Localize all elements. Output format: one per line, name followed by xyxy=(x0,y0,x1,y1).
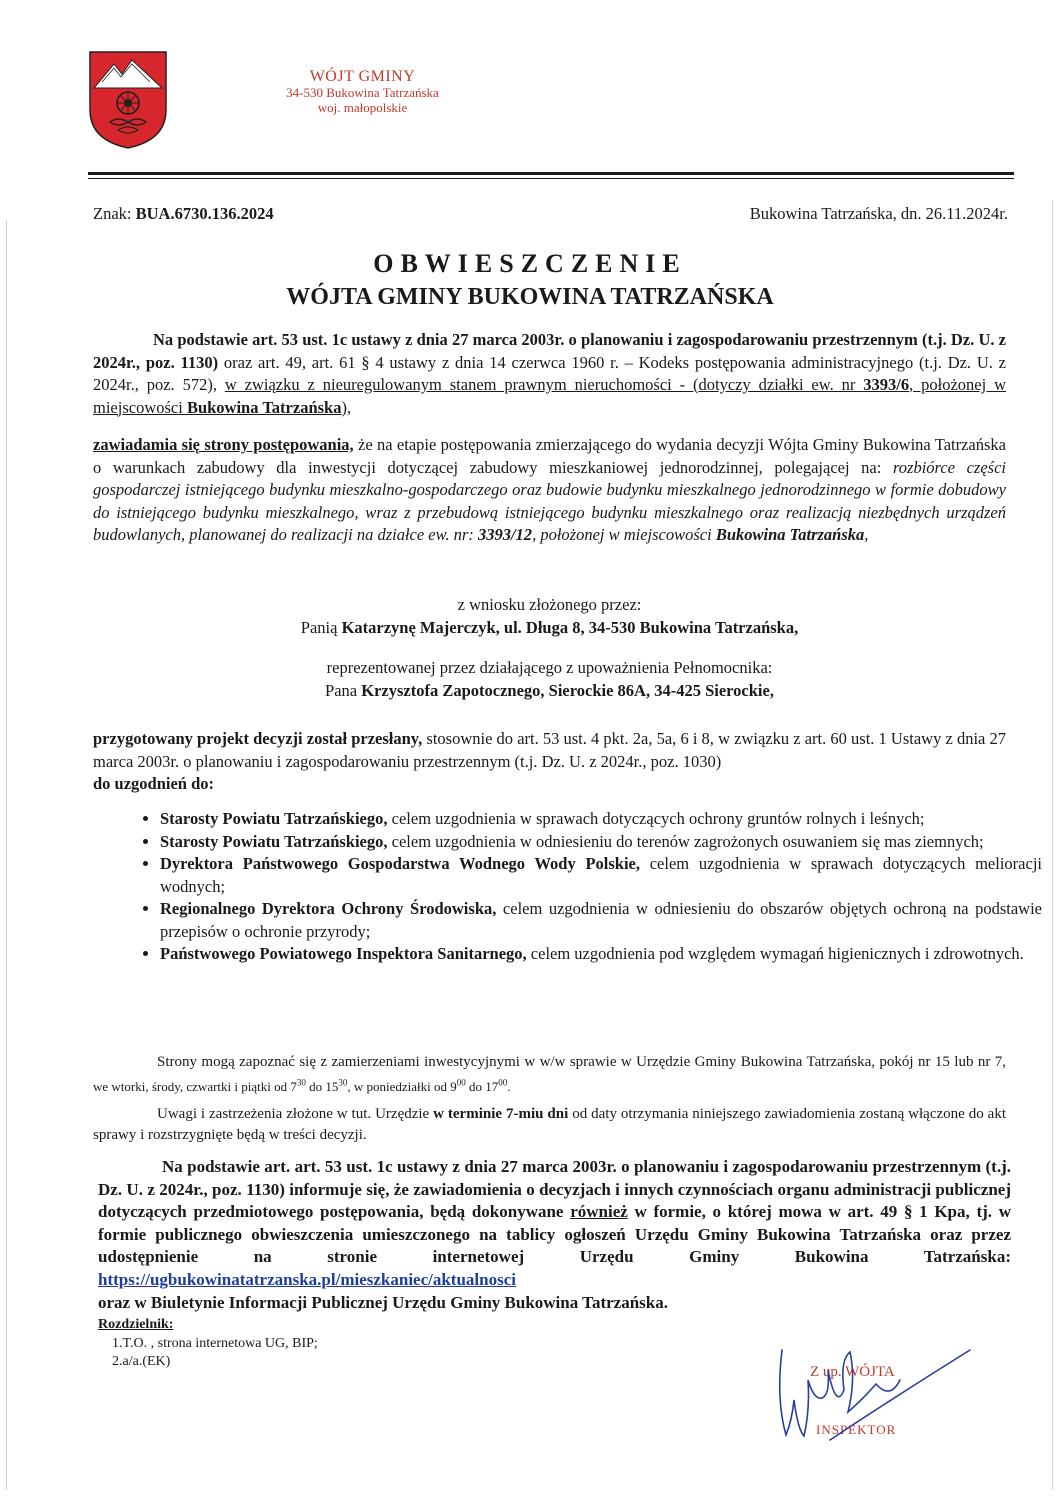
hours-sup-3: 00 xyxy=(456,1077,466,1088)
office-stamp xyxy=(255,68,470,116)
coat-of-arms-icon xyxy=(88,50,168,150)
remarks-text-1: Uwagi i zastrzeżenia złożone w tut. Urzędzie xyxy=(157,1106,434,1122)
applicant-block xyxy=(93,594,1006,639)
paragraph-public-notice xyxy=(98,1156,1011,1314)
document-title: OBWIESZCZENIE xyxy=(373,249,687,278)
representative-block xyxy=(93,657,1006,702)
authority-purpose: celem uzgodnienia w sprawach dotyczących melioracji wodnych; xyxy=(160,854,1042,896)
list-item xyxy=(160,898,1042,943)
investment-end: , xyxy=(864,525,869,544)
header-divider xyxy=(88,172,1014,175)
paragraph-notification xyxy=(93,434,1006,547)
representative-line xyxy=(93,680,1006,703)
header-divider-thin xyxy=(88,178,1014,179)
paragraph-legal-basis xyxy=(93,329,1006,419)
signature-stamp-line-2: INSPEKTOR xyxy=(816,1422,897,1437)
website-link[interactable]: https://ugbukowinatatrzanska.pl/mieszkaniec/aktualnosci xyxy=(98,1269,516,1289)
applicant-prefix: Panią xyxy=(300,617,342,637)
project-sent-bold: przygotowany projekt decyzji został przesłany, xyxy=(93,729,423,748)
paragraph-remarks xyxy=(93,1104,1006,1145)
hours-sup-2: 30 xyxy=(338,1077,348,1088)
hours-text-1: we wtorki, środy, czwartki i piątki od 7 xyxy=(93,1078,297,1094)
notification-text: że na etapie postępowania zmierzającego do wydania decyzji Wójta Gminy Bukowina Tatrzańska o warunkach zabudowy dla inwestycji dotyczącej zabudowy mieszkaniowej jednorodzinnej, polegającej na: xyxy=(93,435,1006,477)
locality-name: Bukowina Tatrzańska xyxy=(186,397,342,417)
list-item xyxy=(160,808,1042,831)
authority-purpose: celem uzgodnienia w sprawach dotyczących ochrony gruntów rolnych i leśnych; xyxy=(387,809,925,828)
underlined-text-1: w związku z nieuregulowanym stanem prawnym nieruchomości - (dotyczy działki ew. nr xyxy=(224,375,864,394)
legal-basis-bold: Na podstawie art. 53 ust. 1c ustawy z dnia 27 marca 2003r. o planowaniu i zagospodarowaniu przestrzennym (t.j. Dz. U. z 2024r., poz. 1130) xyxy=(93,330,1006,372)
remarks-deadline: w terminie 7-miu dni xyxy=(433,1106,569,1122)
paragraph-office-hours xyxy=(93,1052,1006,1097)
hours-text-3: , w poniedziałki od 9 xyxy=(347,1078,457,1094)
authority-purpose: celem uzgodnienia w odniesieniu do terenów zagrożonych osuwaniem się mas ziemnych; xyxy=(387,831,984,851)
public-notice-emphasis: również xyxy=(570,1202,628,1222)
authority-name: Starosty Powiatu Tatrzańskiego, xyxy=(160,831,388,851)
stamp-line-2: 34-530 Bukowina Tatrzańska xyxy=(286,85,439,101)
public-notice-text-2: w formie, o której mowa w art. 49 § 1 Kpa, tj. w formie publicznego obwieszczenia umieszczonego na tablicy ogłoszeń Urzędu Gminy Bukowina Tatrzańska oraz przez udostępnienie na stronie internetowej Urzędu Gminy Bukowina Tatrzańska: xyxy=(98,1202,1012,1267)
distribution-item: 1.T.O. , strona internetowa UG, BIP; xyxy=(112,1335,318,1351)
authority-purpose: celem uzgodnienia w odniesieniu do obszarów objętych ochroną na podstawie przepisów o ochronie przyrody; xyxy=(160,899,1042,941)
reference-label: Znak: xyxy=(93,204,132,223)
authority-name: Regionalnego Dyrektora Ochrony Środowiska, xyxy=(160,899,497,918)
investment-location-text: , położonej w miejscowości xyxy=(532,525,716,544)
signature-stamp xyxy=(770,1340,1000,1465)
hours-text-5: . xyxy=(507,1078,511,1094)
agreement-list xyxy=(128,808,1042,966)
public-notice-text-1: Na podstawie art. art. 53 ust. 1c ustawy z dnia 27 marca 2003r. o planowaniu i zagospodarowaniu przestrzennym (t.j. Dz. U. z 2024r., poz. 1130) informuje się, że zawiadomienia o decyzjach i innych czynnościach organu administracji publicznej dotyczących przedmiotowego postępowania, będą dokonywane xyxy=(98,1157,1011,1222)
applicant-name: Katarzynę Majerczyk, ul. Długa 8, 34-530 Bukowina Tatrzańska, xyxy=(341,617,799,637)
hours-sup-1: 30 xyxy=(296,1077,306,1088)
parcel-number: 3393/6 xyxy=(863,375,910,394)
list-item xyxy=(160,831,1042,854)
stamp-line-3: woj. małopolskie xyxy=(317,100,408,116)
list-item xyxy=(160,943,1042,966)
hours-sup-4: 00 xyxy=(498,1077,508,1088)
authority-purpose: celem uzgodnienia pod względem wymagań higienicznych i zdrowotnych. xyxy=(526,944,1024,963)
authority-name: Państwowego Powiatowego Inspektora Sanitarnego, xyxy=(160,944,527,963)
scan-edge-right xyxy=(1052,200,1053,1490)
office-text: Strony mogą zapoznać się z zamierzeniami inwestycyjnymi w w/w sprawie w Urzędzie Gminy Bukowina Tatrzańska, pokój nr 15 lub nr 7, xyxy=(157,1054,1006,1070)
authority-name: Starosty Powiatu Tatrzańskiego, xyxy=(160,809,388,828)
applicant-line xyxy=(93,617,1006,640)
project-sent-text: stosownie do art. 53 ust. 4 pkt. 2a, 5a, 6 i 8, w związku z art. 60 ust. 1 Ustawy z dnia 27 marca 2003r. o planowaniu i zagospodarowaniu przestrzennym (t.j. Dz. U. z 2024r., poz. 1030) xyxy=(93,729,1006,771)
document-date: Bukowina Tatrzańska, dn. 26.11.2024r. xyxy=(749,204,1008,223)
agreements-lead: do uzgodnień do: xyxy=(93,774,215,793)
applicant-intro: z wniosku złożonego przez: xyxy=(457,595,642,614)
notification-lead: zawiadamia się strony postępowania, xyxy=(93,435,354,454)
scan-edge-left xyxy=(6,220,7,1490)
list-item xyxy=(160,853,1042,898)
representative-intro: reprezentowanej przez działającego z upoważnienia Pełnomocnika: xyxy=(326,658,773,677)
public-notice-text-3: oraz w Biuletynie Informacji Publicznej Urzędu Gminy Bukowina Tatrzańska. xyxy=(98,1292,668,1312)
distribution-list xyxy=(98,1316,318,1372)
stamp-line-1: WÓJT GMINY xyxy=(309,68,416,85)
signature-stamp-line-1: Z up. WÓJTA xyxy=(810,1364,895,1380)
parcel-number-2: 3393/12 xyxy=(477,525,533,544)
hours-text-4: do 17 xyxy=(465,1078,499,1094)
underlined-text-2: , położonej w miejscowości xyxy=(93,375,1007,417)
underlined-text-3: ), xyxy=(341,397,352,417)
paragraph-project-sent xyxy=(93,728,1006,796)
distribution-heading: Rozdzielnik: xyxy=(98,1317,174,1332)
document-subtitle: WÓJTA GMINY BUKOWINA TATRZAŃSKA xyxy=(286,284,774,310)
representative-prefix: Pana xyxy=(325,680,362,700)
locality-name-2: Bukowina Tatrzańska xyxy=(715,525,865,544)
hours-text-2: do 15 xyxy=(305,1078,339,1094)
legal-basis-underlined xyxy=(93,375,1006,417)
authority-name: Dyrektora Państwowego Gospodarstwa Wodnego Wody Polskie, xyxy=(160,854,640,873)
representative-name: Krzysztofa Zapotocznego, Sierockie 86A, 34-425 Sierockie, xyxy=(361,680,774,700)
office-hours xyxy=(93,1079,511,1094)
remarks-text-2: od daty otrzymania niniejszego zawiadomienia zostaną włączone do akt sprawy i rozstrzygnięte będą w treści decyzji. xyxy=(93,1106,1006,1143)
legal-basis-text: oraz art. 49, art. 61 § 4 ustawy z dnia 14 czerwca 1960 r. – Kodeks postępowania administracyjnego (t.j. Dz. U. z 2024r., poz. 572), xyxy=(93,352,1006,394)
distribution-item: 2.a/a.(EK) xyxy=(112,1354,171,1369)
investment-description: rozbiórce części gospodarczej istniejącego budynku mieszkalno-gospodarczego oraz budowie budynku mieszkalnego jednorodzinnego w formie dobudowy do istniejącego budynku mieszkalnego, wraz z przebudową istniejącego budynku mieszkalnego oraz realizacją niezbędnych urządzeń budowlanych, planowanej do realizacji na działce ew. nr: xyxy=(93,457,1007,544)
reference-number xyxy=(93,204,274,224)
reference-value: BUA.6730.136.2024 xyxy=(135,204,274,223)
